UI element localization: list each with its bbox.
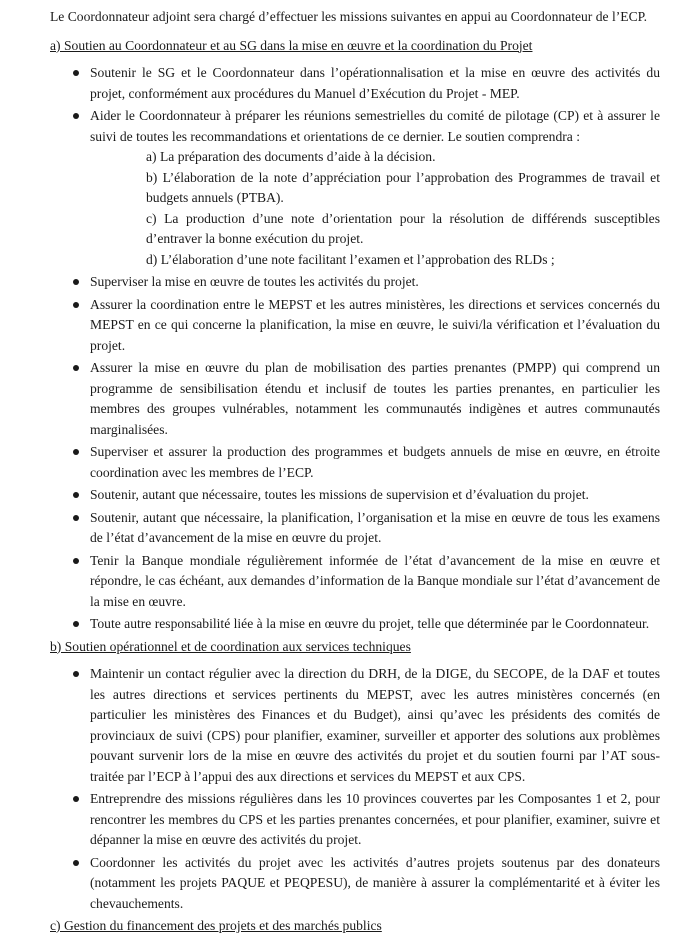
list-item: Superviser la mise en œuvre de toutes les activités du projet. — [50, 272, 660, 293]
list-item: Aider le Coordonnateur à préparer les réunions semestrielles du comité de pilotage (CP) et à assurer le suivi de toutes les recommandations et orientations de ce dernier. Le soutien comprendra : a) La préparation des documents d’aide à la décision. b) L’élaboration de la note d’appréciation pour l’approbation des Programmes de travail et budgets annuels (PTBA). c) La production d’une note d’orientation pour la résolution de différends susceptibles d’entraver la bonne exécution du projet. d) L’élaboration d’une note facilitant l’examen et l’approbation des RLDs ; — [50, 106, 660, 270]
list-item: Assurer la mise en œuvre du plan de mobilisation des parties prenantes (PMPP) qui comprend un programme de sensibilisation étendu et inclusif de toutes les parties prenantes, en particulier les membres des groupes vulnérables, notamment les communautés indigènes et autres communautés marginalisées. — [50, 358, 660, 440]
section-b-list — [50, 664, 660, 914]
section-a-list — [50, 63, 660, 635]
bullet-icon — [73, 515, 79, 521]
bullet-icon — [73, 558, 79, 564]
sub-item: b) L’élaboration de la note d’appréciation pour l’approbation des Programmes de travail et budgets annuels (PTBA). — [146, 169, 660, 205]
bullet-icon — [73, 70, 79, 76]
bullet-icon — [73, 492, 79, 498]
sub-item: a) La préparation des documents d’aide à la décision. — [146, 149, 436, 164]
bullet-icon — [73, 671, 79, 677]
section-a-heading: a) Soutien au Coordonnateur et au SG dans la mise en œuvre et la coordination du Projet — [50, 37, 533, 53]
bullet-icon — [73, 796, 79, 802]
list-item: Assurer la coordination entre le MEPST et les autres ministères, les directions et services concernés du MEPST en ce qui concerne la planification, la mise en œuvre, le suivi/la vérification et l’évaluation du projet. — [50, 295, 660, 357]
section-c-heading: c) Gestion du financement des projets et des marchés publics — [50, 918, 382, 933]
list-item: Superviser et assurer la production des programmes et budgets annuels de mise en œuvre, en étroite coordination avec les membres de l’ECP. — [50, 442, 660, 483]
bullet-icon — [73, 621, 79, 627]
list-item: Coordonner les activités du projet avec les activités d’autres projets soutenus par des donateurs (notamment les projets PAQUE et PEQPESU), de manière à assurer la complémentarité et à éviter les chevauchements. — [50, 853, 660, 915]
list-item: Soutenir, autant que nécessaire, toutes les missions de supervision et d’évaluation du projet. — [50, 485, 660, 506]
bullet-icon — [73, 302, 79, 308]
bullet-icon — [73, 449, 79, 455]
list-item: Toute autre responsabilité liée à la mise en œuvre du projet, telle que déterminée par le Coordonnateur. — [50, 614, 660, 635]
section-b-heading: b) Soutien opérationnel et de coordination aux services techniques — [50, 638, 411, 654]
bullet-icon — [73, 365, 79, 371]
bullet-icon — [73, 860, 79, 866]
intro-paragraph: Le Coordonnateur adjoint sera chargé d’effectuer les missions suivantes en appui au Coordonnateur de l’ECP. — [50, 9, 648, 24]
bullet-icon — [73, 279, 79, 285]
list-item: Tenir la Banque mondiale régulièrement informée de l’état d’avancement de la mise en œuvre et répondre, le cas échéant, aux demandes d’information de la Banque mondiale sur l’état d’avancement de la mise en œuvre. — [50, 551, 660, 613]
list-item: Soutenir, autant que nécessaire, la planification, l’organisation et la mise en œuvre de tous les examens de l’état d’avancement de la mise en œuvre du projet. — [50, 508, 660, 549]
sub-list — [90, 147, 660, 270]
list-item: Soutenir le SG et le Coordonnateur dans l’opérationnalisation et la mise en œuvre des activités du projet, conformément aux procédures du Manuel d’Exécution du Projet - MEP. — [50, 63, 660, 104]
list-item: Entreprendre des missions régulières dans les 10 provinces couvertes par les Composantes 1 et 2, pour rencontrer les membres du CPS et les parties prenantes concernées, et pour planifier, examiner, suivre et dépanner la mise en œuvre des activités du projet. — [50, 789, 660, 851]
sub-item: d) L’élaboration d’une note facilitant l’examen et l’approbation des RLDs ; — [146, 251, 555, 267]
sub-item: c) La production d’une note d’orientation pour la résolution de différends susceptibles d’entraver la bonne exécution du projet. — [146, 210, 660, 246]
bullet-icon — [73, 113, 79, 119]
list-item: Maintenir un contact régulier avec la direction du DRH, de la DIGE, du SECOPE, de la DAF et toutes les autres directions et services pertinents du MEPST, avec les autres ministères concernés (en particulier les ministères des Finances et du Budget), ainsi qu’avec les présidents des comités de provinciaux de suivi (CPS) pour planifier, examiner, surveiller et apporter des solutions aux problèmes pouvant survenir lors de la mise en œuvre des activités du projet et du soutien fourni par l’AT sous-traitée par l’ECP à l’appui des aux directions et services du MEPST et aux CPS. — [50, 664, 660, 787]
